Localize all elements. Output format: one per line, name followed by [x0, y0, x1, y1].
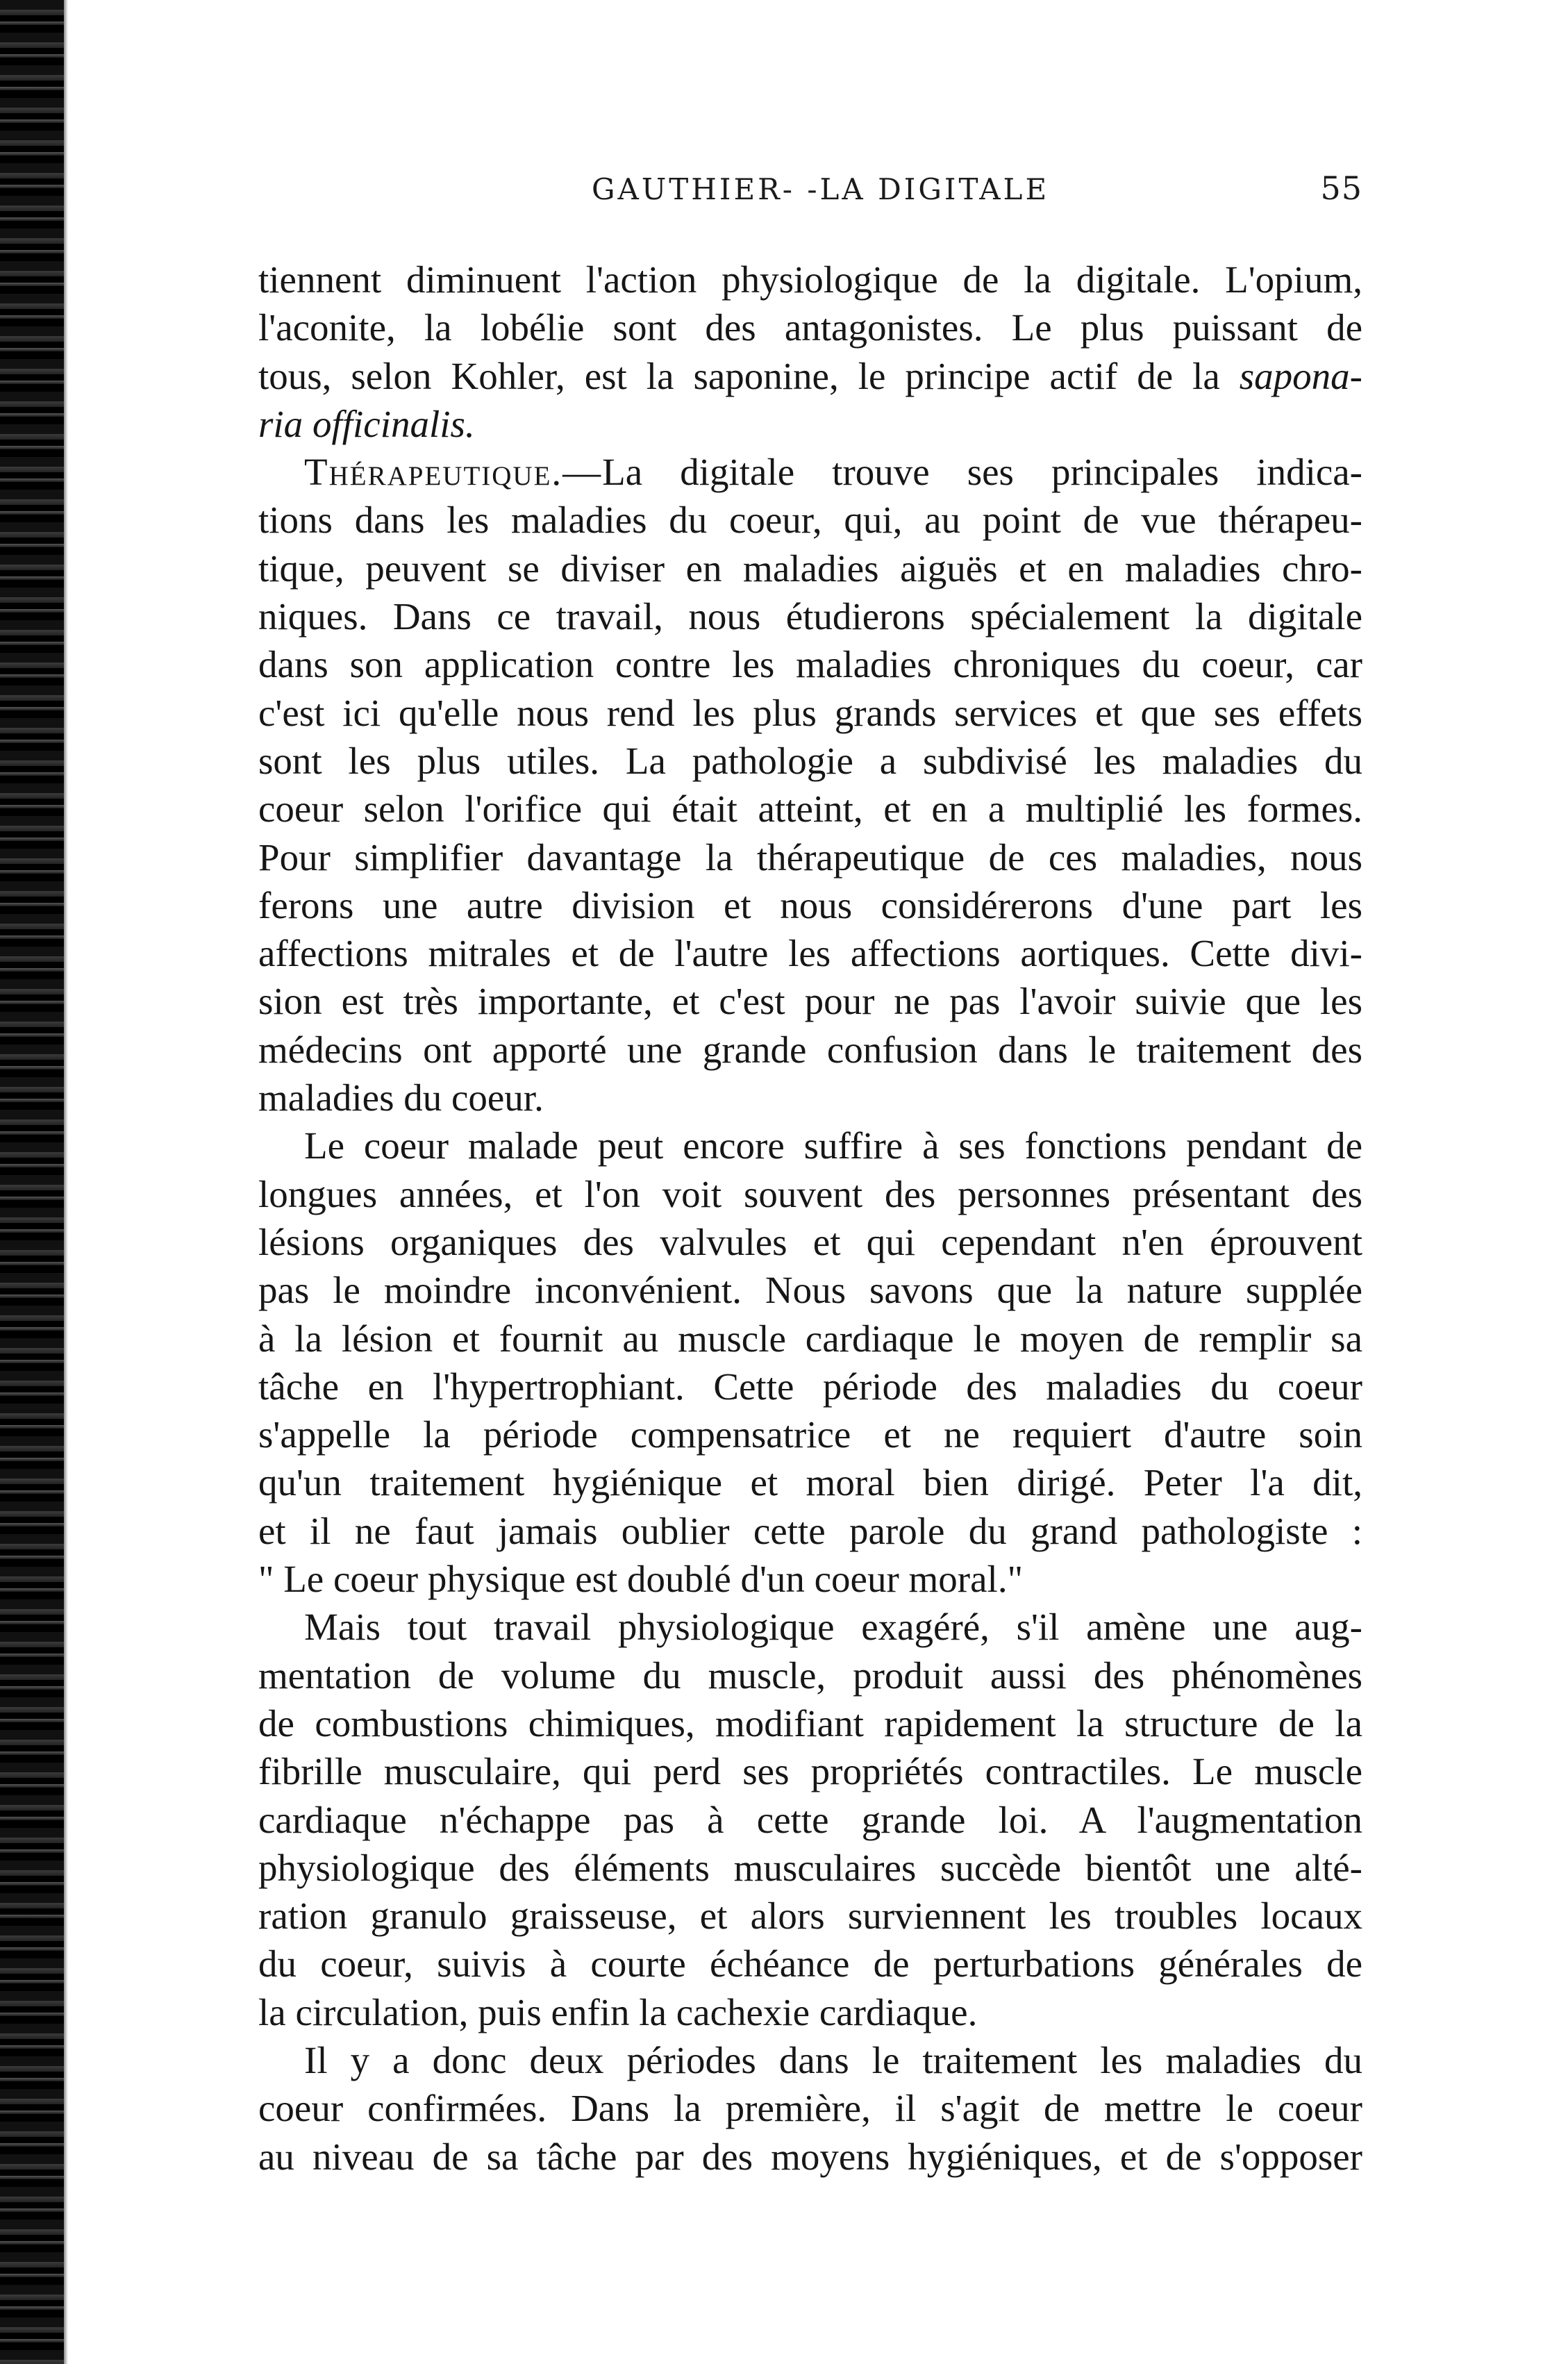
- text-line: niques. Dans ce travail, nous étudierons spécialement la digitale: [258, 595, 1362, 638]
- text-line: Pour simplifier davantage la thérapeutique de ces maladies, nous: [258, 835, 1362, 879]
- text-line: tâche en l'hypertrophiant. Cette période des maladies du coeur: [258, 1365, 1362, 1408]
- italic-term: ria: [258, 402, 303, 445]
- text-line: sont les plus utiles. La pathologie a subdivisé les maladies du: [258, 739, 1362, 782]
- text-line: coeur selon l'orifice qui était atteint, et en a multiplié les formes.: [258, 788, 1362, 831]
- text-line: lésions organiques des valvules et qui cependant n'en éprouvent: [258, 1220, 1362, 1263]
- text-line: ferons une autre division et nous considérerons d'une part les: [258, 883, 1362, 926]
- text-line: mentation de volume du muscle, produit aussi des phénomènes: [258, 1654, 1362, 1697]
- text-line: " Le coeur physique est doublé d'un coeur moral.": [258, 1558, 1024, 1601]
- italic-term: sapona-: [1239, 354, 1362, 397]
- body-text: [258, 256, 1362, 2181]
- text-line: de combustions chimiques, modifiant rapidement la structure de la: [258, 1701, 1362, 1745]
- running-head: [258, 165, 1362, 214]
- text-line: Mais tout travail physiologique exagéré, s'il amène une aug-: [304, 1606, 1362, 1649]
- text-line: médecins ont apporté une grande confusion dans le traitement des: [258, 1028, 1362, 1071]
- text-line: cardiaque n'échappe pas à cette grande loi. A l'augmentation: [258, 1798, 1362, 1841]
- text-line: [258, 352, 1362, 400]
- section-heading: Thérapeutique.—: [304, 451, 603, 494]
- text-line: et il ne faut jamais oublier cette parole du grand pathologiste :: [258, 1509, 1362, 1552]
- text-line: longues années, et l'on voit souvent des personnes présentant des: [258, 1172, 1362, 1215]
- text-line: pas le moindre inconvénient. Nous savons que la nature supplée: [258, 1269, 1362, 1312]
- text-line: au niveau de sa tâche par des moyens hygiéniques, et de s'opposer: [258, 2135, 1362, 2178]
- text-line: qu'un traitement hygiénique et moral bien dirigé. Peter l'a dit,: [258, 1461, 1362, 1504]
- text-line: fibrille musculaire, qui perd ses propriétés contractiles. Le muscle: [258, 1750, 1362, 1793]
- text-line: c'est ici qu'elle nous rend les plus grands services et que ses effets: [258, 691, 1362, 734]
- text-line: sion est très importante, et c'est pour ne pas l'avoir suivie que les: [258, 980, 1362, 1023]
- text-line: s'appelle la période compensatrice et ne requiert d'autre soin: [258, 1413, 1362, 1456]
- text-line: tions dans les maladies du coeur, qui, au point de vue thérapeu-: [258, 499, 1362, 542]
- text-line: la circulation, puis enfin la cachexie cardiaque.: [258, 1990, 978, 2033]
- text-line: physiologique des éléments musculaires succède bientôt une alté-: [258, 1846, 1362, 1889]
- running-title: GAUTHIER- -LA DIGITALE: [592, 172, 1050, 206]
- text-line: [258, 448, 1362, 496]
- text-line: Il y a donc deux périodes dans le traitement les maladies du: [304, 2038, 1362, 2081]
- italic-term: officinalis.: [312, 402, 475, 445]
- text-fragment: La digitale trouve ses principales indica-: [602, 451, 1362, 494]
- text-fragment: tous, selon Kohler, est la saponine, le principe actif de la: [258, 354, 1220, 397]
- text-line: tiennent diminuent l'action physiologique de la digitale. L'opium,: [258, 258, 1362, 301]
- text-line: à la lésion et fournit au muscle cardiaque le moyen de remplir sa: [258, 1317, 1362, 1360]
- binding-edge: [0, 0, 64, 2364]
- text-line: Le coeur malade peut encore suffire à ses fonctions pendant de: [304, 1124, 1362, 1167]
- text-line: maladies du coeur.: [258, 1076, 544, 1119]
- text-line: tique, peuvent se diviser en maladies aiguës et en maladies chro-: [258, 547, 1362, 590]
- text-line: coeur confirmées. Dans la première, il s'agit de mettre le coeur: [258, 2087, 1362, 2130]
- text-line: ration granulo graisseuse, et alors surviennent les troubles locaux: [258, 1895, 1362, 1938]
- page-number: 55: [1320, 169, 1362, 207]
- text-line: l'aconite, la lobélie sont des antagonistes. Le plus puissant de: [258, 306, 1362, 349]
- text-line: [258, 400, 1362, 448]
- text-line: affections mitrales et de l'autre les affections aortiques. Cette divi-: [258, 932, 1362, 975]
- text-line: dans son application contre les maladies chroniques du coeur, car: [258, 643, 1362, 686]
- text-line: du coeur, suivis à courte échéance de perturbations générales de: [258, 1942, 1362, 1986]
